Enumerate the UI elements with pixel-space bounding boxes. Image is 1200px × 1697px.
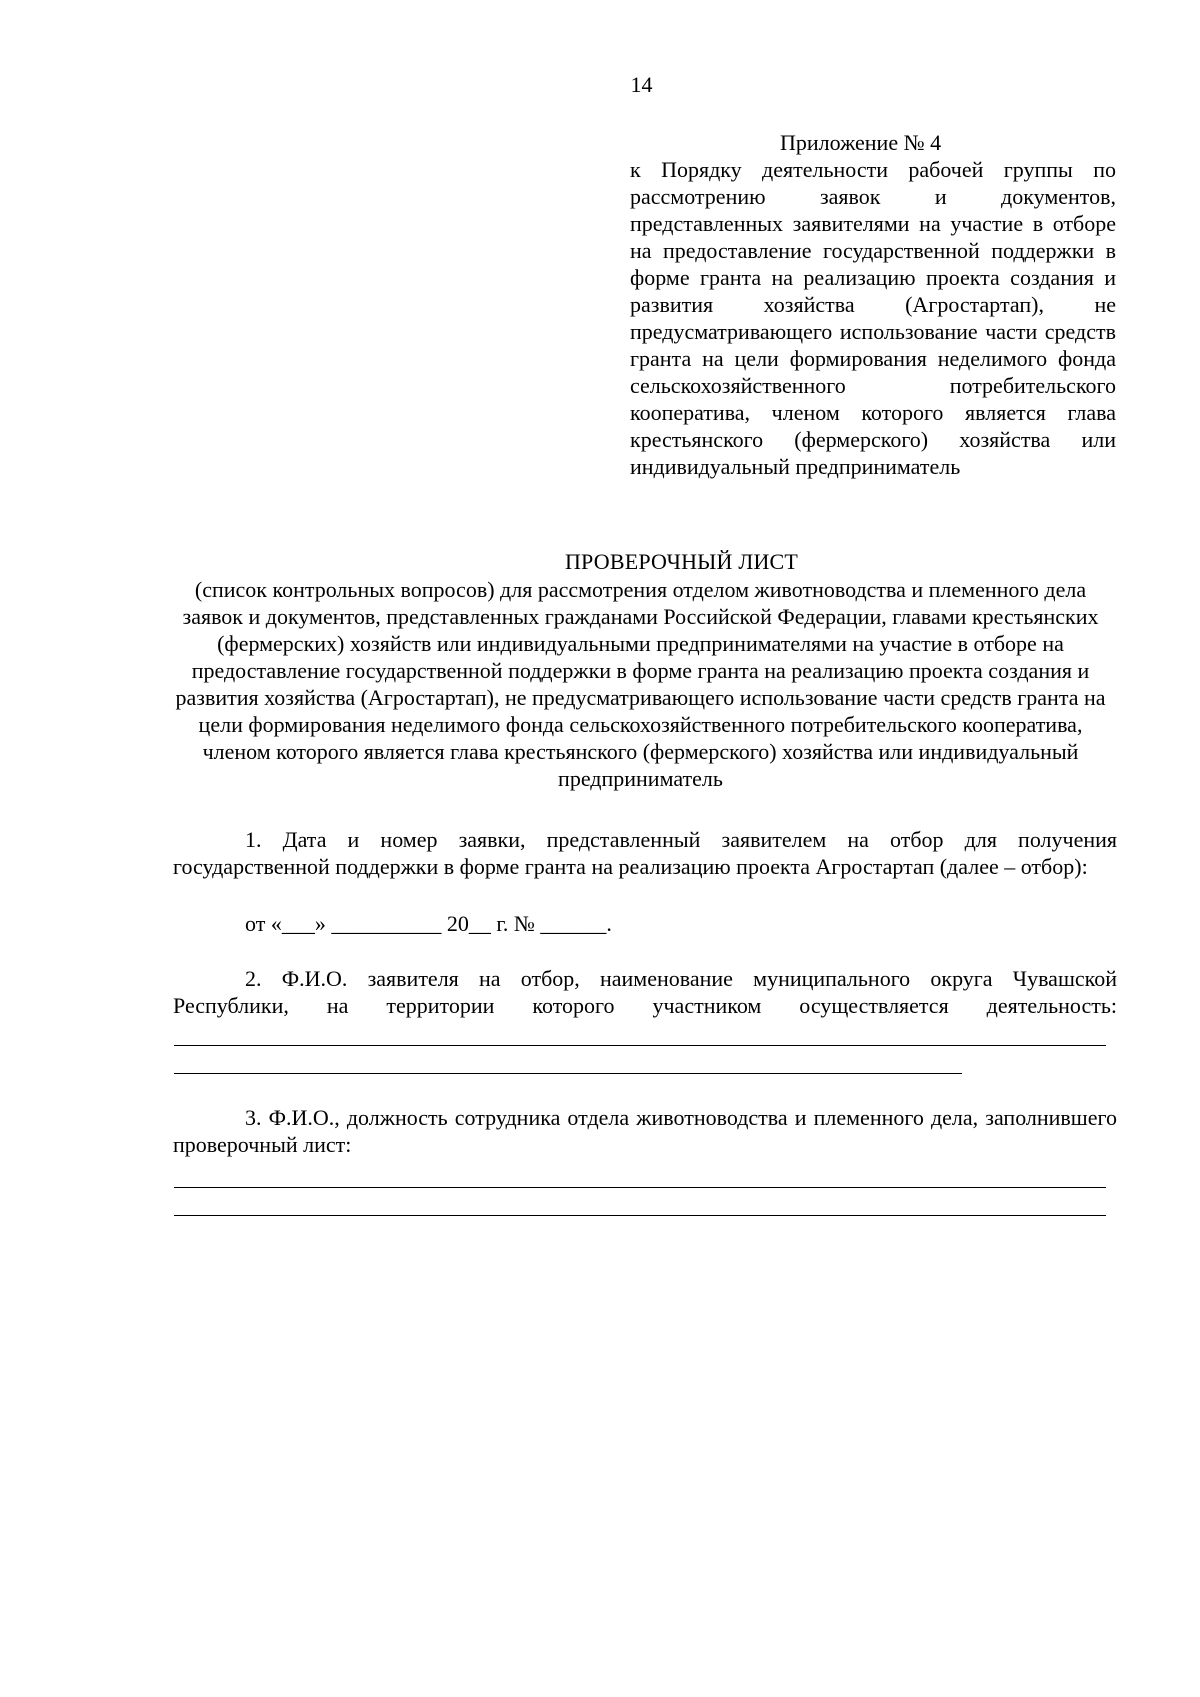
item-3-fill-line-2 [174, 1215, 1106, 1216]
item-2 [173, 965, 1117, 1019]
page-number: 14 [630, 72, 653, 97]
item-1-text: 1. Дата и номер заявки, представленный заявителем на отбор для получения государственной поддержки в форме гранта на реализацию проекта Агростартап (далее – отбор): [173, 827, 1117, 879]
document-subtitle: (список контрольных вопросов) для рассмотрения отделом животноводства и племенного дела заявок и документов, представленных гражданами Российской Федерации, главами крестьянских (фермерских) хозяйств или индивидуальными предпринимателями на участие в отборе на предоставление государственной поддержки в форме гранта на реализацию проекта создания и развития хозяйства (Агростартап), не предусматривающего использование части средств гранта на цели формирования неделимого фонда сельскохозяйственного потребительского кооператива, членом которого является глава крестьянского (фермерского) хозяйства или индивидуальный предприниматель [175, 577, 1106, 791]
appendix-text: к Порядку деятельности рабочей группы по рассмотрению заявок и документов, представленных заявителями на участие в отборе на предоставление государственной поддержки в форме гранта на реализацию проекта создания и развития хозяйства (Агростартап), не предусматривающего использование части средств гранта на цели формирования неделимого фонда сельскохозяйственного потребительского кооператива, членом которого является глава крестьянского (фермерского) хозяйства или индивидуальный предприниматель [630, 157, 1116, 479]
item-2-fill-line-2 [174, 1073, 962, 1074]
item-3-fill-line-1 [174, 1187, 1106, 1188]
document-title: ПРОВЕРОЧНЫЙ ЛИСТ [564, 549, 799, 574]
item-2-text: 2. Ф.И.О. заявителя на отбор, наименование муниципального округа Чувашской Республики, на территории которого участником осуществляется деятельность: [173, 966, 1117, 1018]
appendix-title: Приложение № 4 [780, 130, 942, 155]
item-3 [173, 1104, 1117, 1158]
item-1-date-number-line: от «___» __________ 20__ г. № ______. [245, 911, 612, 936]
item-1 [173, 826, 1117, 880]
item-3-text: 3. Ф.И.О., должность сотрудника отдела животноводства и племенного дела, заполнившего проверочный лист: [173, 1105, 1117, 1157]
item-2-fill-line-1 [174, 1045, 1106, 1046]
